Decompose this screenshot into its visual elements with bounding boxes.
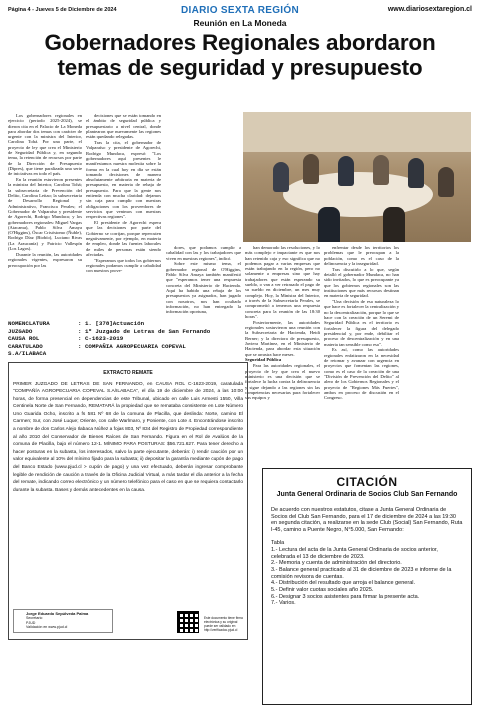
- list-item: 6.- Designar 3 socios asistentes para firmar la presente acta.: [271, 593, 420, 600]
- paragraph: decisiones que se están tomando en el ámbito de seguridad pública y presupuestario a nivel central, donde plantearon que nuevamente las regiones están quedando relegadas.: [86, 113, 161, 140]
- list-item: 1.- Lectura del acta de la Junta General Ordinaria de socios anterior, celebrada el 13 de diciembre de 2023.: [271, 546, 438, 560]
- paragraph: Sobre este mismo tema, el gobernador regional de O'Higgins, Pablo Silva Amaya también manifestó que "esperamos tener una respuesta concreta del Ministerio de Hacienda. Aquí ha habido una rebaja de los presupuestos ya asignados, han jugado con nosotros, nos han ocultado información, no han entregado la información oportuna,: [166, 261, 241, 315]
- paragraph: "Esperamos que todos los gobiernos regionales podamos cumplir a cabalidad con nuestros prove-: [86, 257, 161, 274]
- auction-extract: [8, 362, 248, 640]
- qr-caption: Este documento tiene firma electrónica y su original puede ser validado en http://verificadoc.pjud.cl: [204, 616, 243, 632]
- citation-title: CITACIÓN: [336, 475, 398, 489]
- paragraph: Para las autoridades regionales, el proyecto de ley que crea el nuevo ministerio es una decisión que se fortalece la lucha contra la delincuencia y sigue dejando a las regiones sin las competencias necesarias para fortalecer sus equipos y: [245, 363, 320, 401]
- page-date: Página 4 - Jueves 5 de Diciembre de 2024: [8, 7, 117, 13]
- article-column-1: [8, 113, 82, 268]
- paragraph: dores, que podamos cumplir a cabalidad con las y los trabajadores que viven en nuestras regiones", indicó.: [166, 245, 241, 261]
- field-value: : C-1623-2019: [78, 335, 124, 342]
- paragraph: Posteriormente, las autoridades regionales sostuvieron una reunión con la Subsecretaria de Hacienda, Heidi Berner; y la directora de presupuesto, Javiera Martínez, en el Ministerio de Hacienda, para abordar esta situación que se arrastra hace meses.: [245, 319, 320, 357]
- signer-validation: Validación en www.pjud.cl: [26, 625, 68, 630]
- list-item: 5.- Definir valor cuotas sociales año 2025.: [271, 587, 374, 594]
- list-item: 4.- Distribución del resultado que arroja el balance general.: [271, 580, 416, 587]
- agenda-list: [271, 547, 463, 607]
- case-details: [8, 320, 248, 358]
- paragraph: Es así, como las autoridades regionales enfatizaron en la necesidad de retomar y avanzar con urgencia en proyectos que fomentan las regiones, como es el caso de la creación de una "División de Prevención del Delito" al alero de los Gobiernos Regionales y el proyecto de "Regiones Más Fuertes", ambos en proceso de discusión en el Congreso.: [324, 347, 399, 401]
- qr-code-icon[interactable]: [177, 611, 199, 633]
- paragraph: Tras la cita, el gobernador de Valparaíso y presidente de Agorechi, Rodrigo Mundaca, expresó: "Los gobernadores aquí presentes le manifestamos nuestra molestia sobre la forma en la cual hoy en día se están tomando decisiones de manera absolutamente arbitraria en materia de presupuesto, en materia de rebaja de presupuesto. Para que la gente nos entienda con mucha claridad: dejamos sin caja para cumplir con nuestras obligaciones con los proveedores de servicios que venimos con nuestras respectivas regiones".: [86, 140, 161, 220]
- field-value: : 1. [378]Actuación: [78, 320, 145, 327]
- paragraph: enfrentar desde los territorios los problemas que le preocupan a la población, como es el caso de la delincuencia y la inseguridad.: [324, 245, 399, 266]
- section-subhead: Seguridad Pública: [245, 357, 282, 363]
- citation-notice: [262, 468, 472, 705]
- article-column-2: [86, 113, 161, 274]
- paragraph: "Una decisión de esa naturaleza lo que hace es fortalecer la centralización y no la descentralización, porque lo que se hace con la creación de un Seremi de Seguridad Pública es el territorio es fortalecer la figura del delegado presidencial y, por ende, debilitar el proceso de descentralización y en una materia tan sensible como esa".: [324, 299, 399, 347]
- field-label: CAUSA ROL: [8, 335, 40, 342]
- paragraph: Tras discutirlo a lo que, según detalló el gobernador Mundaca, no han sido invitados, lo que es preocupante ya que los gobiernos regionales son las instituciones que más recursos destinan en materia de seguridad.: [324, 266, 399, 299]
- website-link[interactable]: www.diariosextaregion.cl: [387, 6, 472, 13]
- meeting-photo: [243, 112, 471, 242]
- paragraph: han demorado las resoluciones, y lo más complejo e impactante es que nos han retenido caja y eso significa que no podemos pagar a varias empresas que están trabajando en la región, pero no solamente a empresas sino que hay trabajadores que están esperando su sueldo, o van a ver retrasado el pago de su sueldo en diciembre, un mes muy complejo. Hoy, la Ministra del Interior, a través de la Subsecretaría Perales, se comprometió a tenernos una respuesta concreta para la reunión de las 18:30 horas".: [245, 245, 320, 319]
- masthead: DIARIO SEXTA REGIÓN: [181, 5, 299, 16]
- signer-role: Secretario: [26, 616, 43, 621]
- signer-org: PJUD: [26, 620, 36, 625]
- signature-block: [13, 609, 113, 633]
- signer-name: Jorge Eduardo Sepúlveda Palma: [26, 610, 89, 616]
- extract-body: PRIMER JUZGADO DE LETRAS DE SAN FERNANDO, en CAUSA ROL C-1623-2019, caratulada "COMPAÑÍA AGROPECUARIA COPEVAL S.A/ILABACA", el día 19 de diciembre de 2024, a las 10:00 horas, de forma presencial en dependencias de este Tribunal, ubicado en calle Luis Armesti 1550, Villa Centinela Norte de San Fernando, REMATARÁ la propiedad que se remataba consistente en Lote Número Uno Guarida Ocho, inscrito a fs 581 Nº 68 de la comuna de Placilla, que deslinda: Norte, camino El Carmen; Sur, con José Luque; Oriente, con calle Warlmaro, y Poniente, con Lote 4. Encontrándose inscrito a nombre de don Carlos Alejo Ilabaca Núñez a fojas 803, Nº 834 del Registro de Propiedad correspondiente al año 2010 del Conservador de Bienes Raíces de San Fernando. Figura en el Rol de Avalúos de la comuna de Placilla, bajo el número 12-1. MÍNIMO PARA POSTURAS: $56.721.627. Para tener derecho a hacer posturas en la subasta, los interesados, salvo la parte ejecutante, deberán: i) rendir caución por un valor equivalente al 10% del mínimo fijado para la subasta; ii) depositar la garantía mediante cupón de pago del Banco Estado (www.pjud.cl > cupón de pago) y una vez efectuado, deberán ingresar comprobante legible de rendición de caución a través de la Oficina Judicial Virtual, a más tardar el día anterior a la fecha del remate, indicando correo electrónico y un número telefónico para el caso en que se requiera contactarlo durante la subasta. Bases y demás antecedentes en la causa.: [13, 381, 243, 493]
- paragraph: Los gobernadores regionales en ejercicio (periodo 2025-2024), se dieron cita en el Palacio de La Moneda para abordar dos temas con carácter de urgente con la ministra del Interior, Carolina Tohá. Por una parte, el proyecto de ley que crea el Ministerio de Seguridad Pública y, en segundo tema, la retención de recursos por parte de la Dirección de Presupuesto (Dipres), que tiene paralizada una serie de iniciativas en todo el país.: [8, 113, 82, 177]
- legal-notice: [8, 320, 248, 640]
- paragraph: En la reunión estuvieron presentes la ministra del Interior, Carolina Tohá; la subsecretaria de Prevención del Delito, Carolina Leitao; la subsecretaria de Desarrollo Regional y Administrativo, Francisca Perales; el Gobernador de Valparaíso y presidente de Agorechi, Rodrigo Mundaca; y los gobernadores regionales: Miguel Vargas (Atacama), Pablo Silva Amaya (O'Higgins), Óscar Crisóstomo (Ñuble), Rodrigo Díaz (Biobío), Luciano Rivas (La Araucanía) y Patricio Vallespín (Los Lagos).: [8, 177, 82, 252]
- field-value: : 1º Juzgado de Letras de San Fernando: [78, 327, 211, 335]
- list-item: 2.- Memoria y cuenta de administración del directorio.: [271, 560, 402, 567]
- article-kicker: Reunión en La Moneda: [193, 18, 287, 28]
- citation-intro: De acuerdo con nuestros estatutos, citase a Junta General Ordinaria de Socios del Club San Fernando, para el 17 de diciembre de 2024 a las 19:30 en segunda citación, a realizarse en la sede Club (Social) San Fernando, Ruta I-45, camino a Puente Negro, N°5.000, San Fernando:: [271, 507, 463, 534]
- paragraph: Durante la reunión, las autoridades regionales vigentes, expresaron su preocupación por las: [8, 251, 82, 268]
- article-column-5: [324, 245, 399, 401]
- agenda-label: Tabla: [271, 539, 285, 546]
- field-label: CARATULADO: [8, 342, 43, 350]
- paragraph: El presidente de Agorechi espera que las decisiones por parte del Gobierno se corrijan, porque repercuten negativamente, por ejemplo, en materia de empleo, donde las fuentes laborales de miles de personas están siendo afectadas.: [86, 220, 161, 257]
- field-label: S.A/ILABACA: [8, 350, 47, 357]
- field-label: JUZGADO: [8, 327, 33, 335]
- citation-subtitle: Junta General Ordinaria de Socios Club San Fernando: [276, 491, 458, 498]
- list-item: 7.- Varios.: [271, 600, 296, 607]
- list-item: 3.- Balance general practicado al 31 de diciembre de 2023 e informe de la comisión revisora de cuentas.: [271, 566, 452, 580]
- article-headline: Gobernadores Regionales abordaron temas de seguridad y presupuesto: [44, 30, 436, 80]
- field-value: [78, 350, 248, 358]
- field-label: NOMENCLATURA: [8, 320, 50, 327]
- extract-title: EXTRACTO REMATE: [103, 369, 153, 376]
- field-value: : COMPAÑIA AGROPECUARIA COPEVAL: [78, 342, 186, 350]
- article-column-3: [166, 245, 241, 315]
- article-column-4: [245, 245, 320, 401]
- page-header: [8, 5, 472, 17]
